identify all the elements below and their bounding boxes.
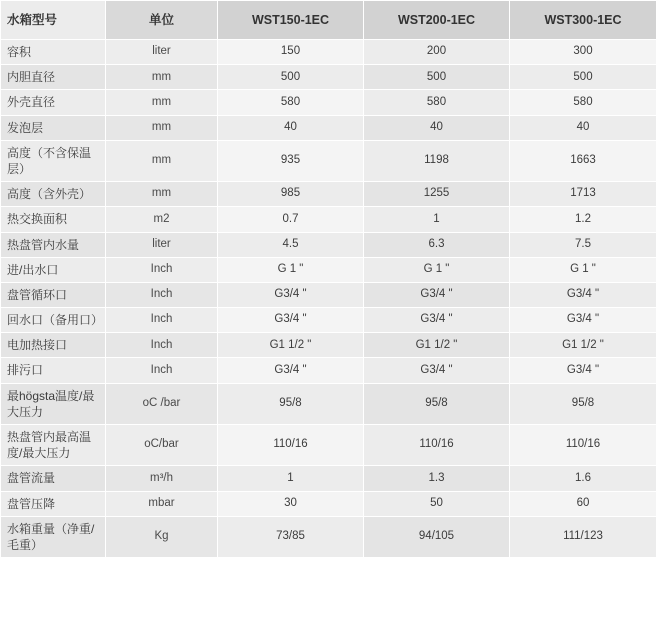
row-value: 580: [218, 90, 364, 115]
row-value: 40: [364, 115, 510, 140]
row-label: 水箱重量（净重/毛重）: [1, 516, 106, 557]
row-value: G3/4 ": [510, 358, 656, 383]
table-body: [1, 40, 656, 558]
row-value: G1 1/2 ": [218, 333, 364, 358]
table-row: [1, 383, 656, 424]
row-value: 94/105: [364, 516, 510, 557]
row-unit: mm: [106, 65, 218, 90]
row-label: 容积: [1, 40, 106, 65]
table-row: [1, 207, 656, 232]
row-unit: mm: [106, 90, 218, 115]
row-value: G3/4 ": [510, 308, 656, 333]
row-value: 1198: [364, 140, 510, 181]
row-unit: m2: [106, 207, 218, 232]
row-value: G3/4 ": [218, 308, 364, 333]
row-value: 985: [218, 182, 364, 207]
table-row: [1, 333, 656, 358]
row-value: G1 1/2 ": [364, 333, 510, 358]
row-value: 1.3: [364, 466, 510, 491]
table-row: [1, 90, 656, 115]
column-header-unit: 单位: [106, 1, 218, 40]
row-unit: mm: [106, 140, 218, 181]
row-label: 高度（含外壳）: [1, 182, 106, 207]
row-unit: oC /bar: [106, 383, 218, 424]
row-value: 580: [510, 90, 656, 115]
row-value: 6.3: [364, 232, 510, 257]
table-row: [1, 40, 656, 65]
row-value: G 1 ": [218, 257, 364, 282]
table-row: [1, 425, 656, 466]
row-value: 1713: [510, 182, 656, 207]
row-value: G3/4 ": [218, 282, 364, 307]
row-value: 0.7: [218, 207, 364, 232]
row-unit: Inch: [106, 308, 218, 333]
row-value: 30: [218, 491, 364, 516]
row-label: 电加热接口: [1, 333, 106, 358]
row-value: 500: [218, 65, 364, 90]
row-value: 60: [510, 491, 656, 516]
row-value: 110/16: [510, 425, 656, 466]
table-row: [1, 65, 656, 90]
row-value: 1.2: [510, 207, 656, 232]
row-value: 935: [218, 140, 364, 181]
row-value: G3/4 ": [364, 358, 510, 383]
row-label: 盘管流量: [1, 466, 106, 491]
column-header-wst150: WST150-1EC: [218, 1, 364, 40]
column-header-model-name: 水箱型号: [1, 1, 106, 40]
row-label: 盘管压降: [1, 491, 106, 516]
row-value: 1: [218, 466, 364, 491]
row-value: 110/16: [218, 425, 364, 466]
row-label: 发泡层: [1, 115, 106, 140]
row-value: 95/8: [218, 383, 364, 424]
table-row: [1, 308, 656, 333]
row-label: 排污口: [1, 358, 106, 383]
row-value: 95/8: [364, 383, 510, 424]
column-header-wst300: WST300-1EC: [510, 1, 656, 40]
row-label: 热盘管内最高温度/最大压力: [1, 425, 106, 466]
row-unit: Kg: [106, 516, 218, 557]
row-label: 高度（不含保温层）: [1, 140, 106, 181]
row-label: 外壳直径: [1, 90, 106, 115]
row-unit: mbar: [106, 491, 218, 516]
row-unit: oC/bar: [106, 425, 218, 466]
row-unit: Inch: [106, 358, 218, 383]
row-unit: liter: [106, 40, 218, 65]
row-value: 40: [510, 115, 656, 140]
row-value: 200: [364, 40, 510, 65]
row-value: G 1 ": [510, 257, 656, 282]
row-unit: mm: [106, 115, 218, 140]
row-value: 1255: [364, 182, 510, 207]
row-value: G3/4 ": [218, 358, 364, 383]
table-header-row: [1, 1, 656, 40]
row-value: 1663: [510, 140, 656, 181]
table-row: [1, 182, 656, 207]
table-row: [1, 115, 656, 140]
table-row: [1, 257, 656, 282]
row-value: 500: [510, 65, 656, 90]
row-value: 150: [218, 40, 364, 65]
row-label: 回水口（备用口）: [1, 308, 106, 333]
table-row: [1, 232, 656, 257]
row-value: 500: [364, 65, 510, 90]
row-value: 7.5: [510, 232, 656, 257]
row-value: 95/8: [510, 383, 656, 424]
row-label: 进/出水口: [1, 257, 106, 282]
row-value: 111/123: [510, 516, 656, 557]
table-row: [1, 516, 656, 557]
row-label: 热盘管内水量: [1, 232, 106, 257]
column-header-wst200: WST200-1EC: [364, 1, 510, 40]
row-unit: m³/h: [106, 466, 218, 491]
row-value: G3/4 ": [364, 308, 510, 333]
row-value: 40: [218, 115, 364, 140]
row-value: G3/4 ": [364, 282, 510, 307]
table-row: [1, 140, 656, 181]
row-value: 50: [364, 491, 510, 516]
row-label: 最högsta温度/最大压力: [1, 383, 106, 424]
row-unit: Inch: [106, 333, 218, 358]
row-value: 73/85: [218, 516, 364, 557]
row-value: 4.5: [218, 232, 364, 257]
row-unit: Inch: [106, 257, 218, 282]
table-row: [1, 491, 656, 516]
row-label: 内胆直径: [1, 65, 106, 90]
row-label: 盘管循环口: [1, 282, 106, 307]
row-value: 1.6: [510, 466, 656, 491]
row-value: 300: [510, 40, 656, 65]
row-value: G3/4 ": [510, 282, 656, 307]
row-value: 1: [364, 207, 510, 232]
row-unit: mm: [106, 182, 218, 207]
table-row: [1, 466, 656, 491]
row-unit: liter: [106, 232, 218, 257]
row-value: G 1 ": [364, 257, 510, 282]
row-value: 580: [364, 90, 510, 115]
row-value: 110/16: [364, 425, 510, 466]
row-value: G1 1/2 ": [510, 333, 656, 358]
table-row: [1, 282, 656, 307]
row-label: 热交换面积: [1, 207, 106, 232]
table-row: [1, 358, 656, 383]
row-unit: Inch: [106, 282, 218, 307]
